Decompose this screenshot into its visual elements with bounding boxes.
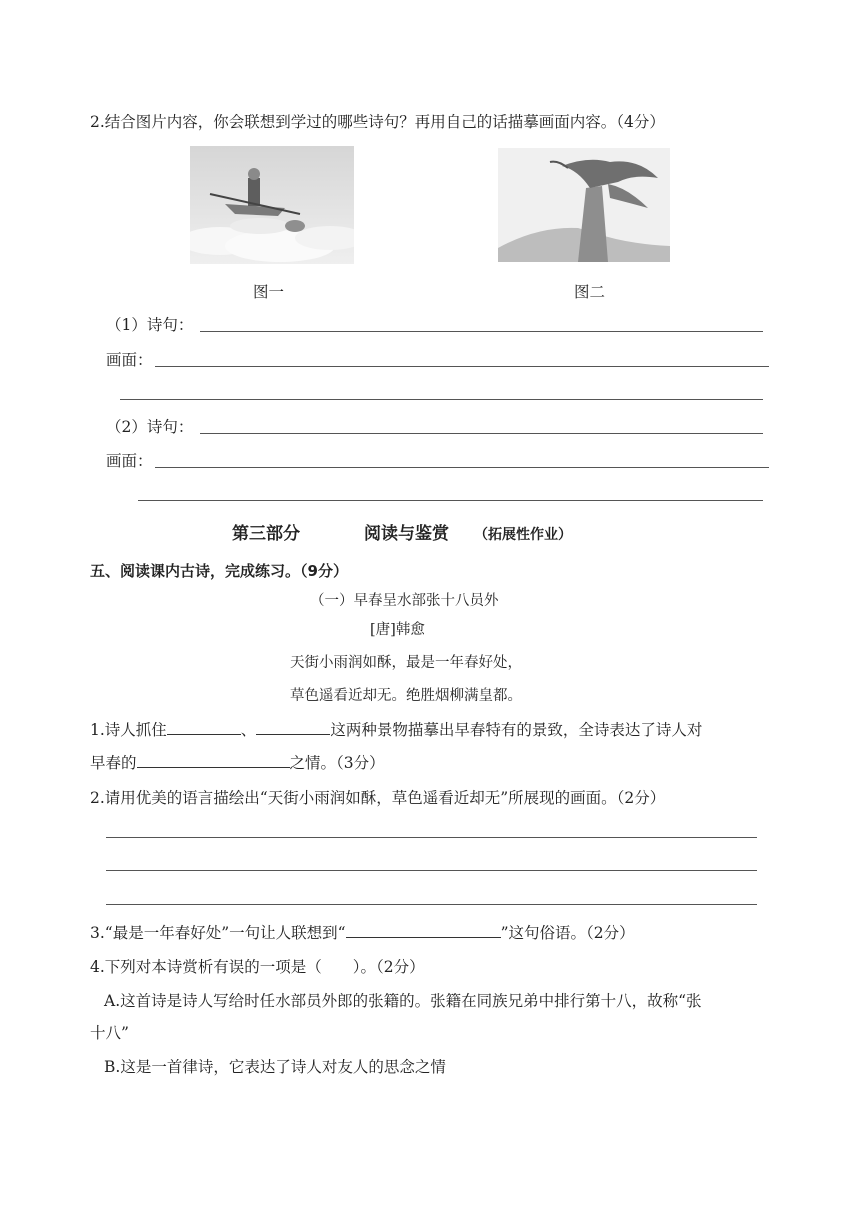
option-b: B.这是一首律诗，它表达了诗人对友人的思念之情 — [104, 1058, 446, 1076]
sub-question-1-blank-3[interactable] — [137, 753, 290, 768]
picture-2-caption: 图二 — [574, 283, 606, 301]
picture-1 — [190, 146, 354, 264]
poem-title: （一）早春呈水部张十八员外 — [310, 593, 499, 609]
sub-question-3 — [90, 922, 635, 944]
sub-question-3-blank[interactable] — [346, 923, 501, 938]
item-2-poem-answer-line[interactable] — [200, 433, 763, 434]
boat-cloud-illustration — [190, 146, 354, 264]
sub-question-2-answer-line-2[interactable] — [106, 870, 757, 871]
item-1-scene-label: 画面： — [106, 351, 153, 369]
sub-question-3-text-b: ”这句俗语。（2分） — [500, 924, 635, 942]
question-5-heading: 五、阅读课内古诗，完成练习。（9分） — [90, 562, 348, 580]
section-3-title: 阅读与鉴赏 — [364, 524, 449, 544]
sub-question-2: 2.请用优美的语言描绘出“天街小雨润如酥，草色遥看近却无”所展现的画面。（2分） — [90, 789, 666, 807]
sub-question-1-text-a: 1.诗人抓住 — [90, 721, 167, 739]
sub-question-1-blank-1[interactable] — [167, 720, 241, 735]
item-1-poem-answer-line[interactable] — [200, 331, 763, 332]
sub-question-2-answer-line-3[interactable] — [106, 904, 757, 905]
picture-2 — [498, 148, 670, 262]
item-1-scene-answer-line-2[interactable] — [120, 399, 763, 400]
picture-1-caption: 图一 — [253, 283, 285, 301]
poem-author: [唐]韩愈 — [370, 622, 425, 638]
sub-question-1-line-1 — [90, 719, 702, 741]
sub-question-3-text-a: 3.“最是一年春好处”一句让人联想到“ — [90, 924, 346, 942]
poem-line-1: 天街小雨润如酥，最是一年春好处， — [290, 655, 522, 671]
section-3-subtitle: （拓展性作业） — [474, 527, 572, 543]
sub-question-1-text-c: 早春的 — [90, 754, 137, 772]
sub-question-1-separator: 、 — [240, 721, 257, 739]
item-2-scene-answer-line-2[interactable] — [138, 500, 763, 501]
sub-question-1-line-2 — [90, 752, 385, 774]
poem-line-2: 草色遥看近却无。绝胜烟柳满皇都。 — [290, 688, 522, 704]
sub-question-1-text-d: 之情。（3分） — [289, 754, 385, 772]
item-2-scene-label: 画面： — [106, 452, 153, 470]
option-a-line-1: A.这首诗是诗人写给时任水部员外郎的张籍的。张籍在同族兄弟中排行第十八，故称“张 — [104, 992, 702, 1010]
pine-cliff-illustration — [498, 148, 670, 262]
item-2-scene-answer-line[interactable] — [155, 467, 769, 468]
section-3-part: 第三部分 — [232, 524, 300, 544]
option-a-line-2: 十八” — [90, 1024, 129, 1042]
question-2-prompt: 2.结合图片内容，你会联想到学过的哪些诗句？再用自己的话描摹画面内容。（4分） — [90, 113, 665, 131]
item-2-poem-label: （2）诗句： — [106, 418, 194, 436]
item-1-poem-label: （1）诗句： — [106, 316, 194, 334]
sub-question-1-blank-2[interactable] — [256, 720, 330, 735]
sub-question-2-answer-line-1[interactable] — [106, 837, 757, 838]
sub-question-4: 4.下列对本诗赏析有误的一项是（ ）。（2分） — [90, 958, 425, 976]
sub-question-1-text-b: 这两种景物描摹出早春特有的景致，全诗表达了诗人对 — [330, 721, 703, 739]
item-1-scene-answer-line[interactable] — [155, 366, 769, 367]
